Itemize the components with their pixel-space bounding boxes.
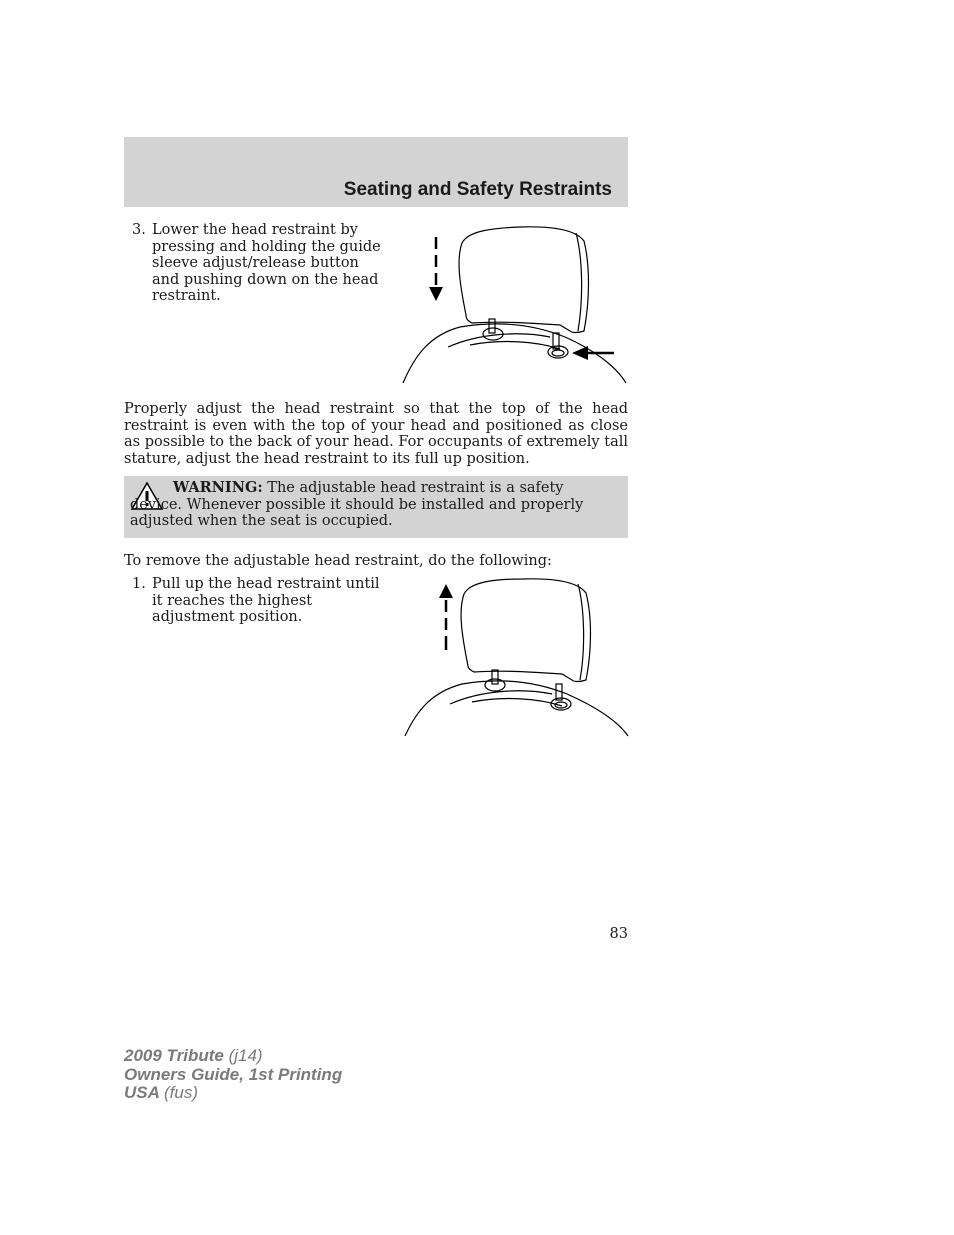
step-number: 3.	[132, 222, 146, 238]
warning-body: The adjustable head restraint is a safety device. Whenever possible it should be installed and properly adjusted when the seat is occupied.	[130, 480, 584, 529]
footer-model-code: (j14)	[228, 1046, 263, 1065]
footer-market-code: (fus)	[164, 1083, 198, 1102]
warning-box	[124, 476, 628, 538]
page-number: 83	[609, 926, 628, 942]
step-text: Pull up the head restraint until it reaches the highest adjustment position.	[152, 576, 380, 625]
footer-line-1	[124, 1047, 342, 1066]
adjust-paragraph: Properly adjust the head restraint so that the top of the head restraint is even with the top of your head and positioned as close as possible to the back of your head. For occupants of extremely tall stature, adjust the head restraint to its full up position.	[124, 401, 628, 467]
footer	[124, 1047, 342, 1103]
section-title: Seating and Safety Restraints	[343, 179, 612, 200]
footer-model: 2009 Tribute	[124, 1046, 224, 1065]
head-restraint-up-illustration	[400, 578, 632, 740]
warning-label: WARNING:	[173, 479, 263, 496]
footer-line-2: Owners Guide, 1st Printing	[124, 1064, 343, 1084]
footer-line-3	[124, 1084, 342, 1103]
section-header-band	[124, 137, 628, 207]
step-number: 1.	[132, 576, 146, 592]
footer-market: USA	[124, 1083, 160, 1102]
head-restraint-down-illustration	[400, 225, 632, 387]
warning-text	[130, 480, 610, 530]
step-text: Lower the head restraint by pressing and holding the guide sleeve adjust/release button and pushing down on the head restraint.	[152, 222, 381, 304]
remove-intro: To remove the adjustable head restraint, do the following:	[124, 553, 552, 569]
